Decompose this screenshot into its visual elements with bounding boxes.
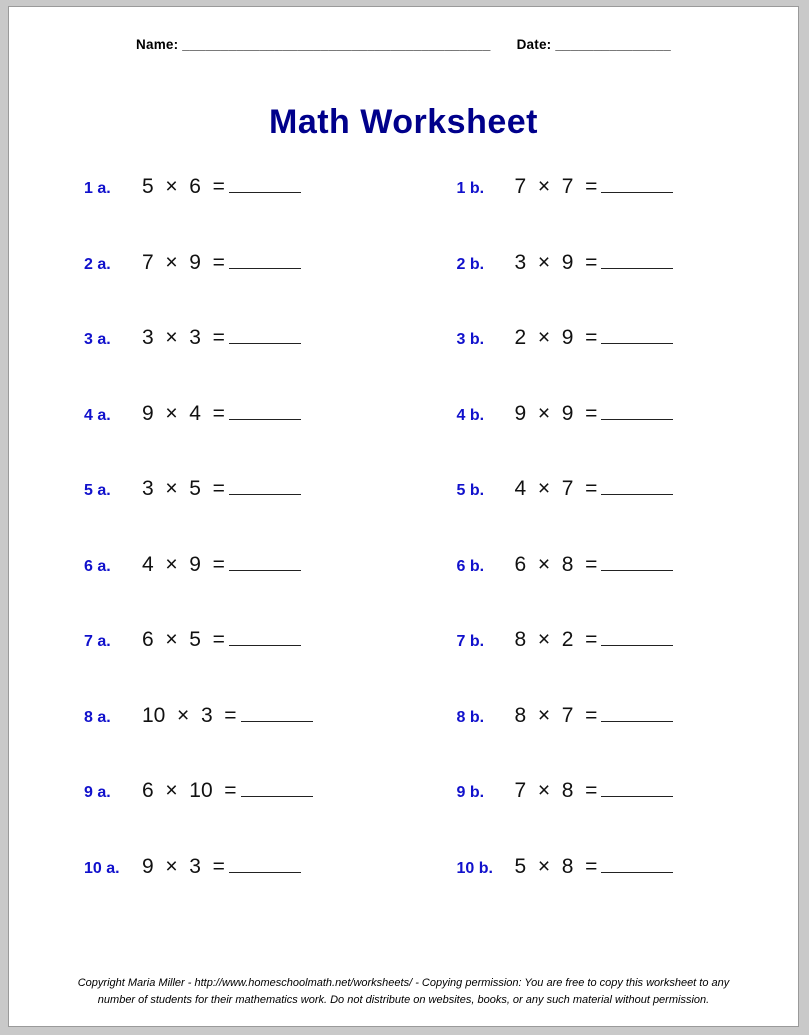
problem-5b [404,477,799,501]
problem-9a [9,779,404,803]
problem-4b [404,402,799,426]
problem-expression: 3 × 3 = [142,326,225,349]
name-label: Name: [136,37,179,52]
problem-expression: 7 × 8 = [514,779,598,802]
problem-row [9,855,798,931]
problem-row [9,779,798,855]
problem-expression: 5 × 6 = [142,175,225,198]
problem-label: 4 a. [84,406,111,424]
problem-expression: 7 × 9 = [142,250,225,274]
problem-4a [9,402,404,426]
answer-blank[interactable] [229,328,301,344]
problem-label: 6 b. [456,557,485,575]
answer-blank[interactable] [229,404,301,420]
problem-expression: 6 × 5 = [142,628,225,651]
problem-label: 10 b. [456,859,493,877]
problem-label: 8 a. [84,708,111,726]
answer-blank[interactable] [229,253,301,269]
problem-row [9,251,798,327]
problem-expression: 3 × 9 = [514,250,598,274]
name-blank-line[interactable]: ________________________________________ [182,37,491,52]
problem-10b [404,855,799,879]
answer-blank[interactable] [601,177,673,193]
date-blank-line[interactable]: _______________ [555,37,671,52]
problem-expression: 2 × 9 = [514,326,598,349]
problem-2a [9,251,404,275]
problem-7a [9,628,404,652]
problems-grid [9,175,798,930]
answer-blank[interactable] [601,479,673,495]
answer-blank[interactable] [601,781,673,797]
problem-label: 5 a. [84,482,111,499]
problem-1b [404,175,799,199]
problem-expression: 6 × 10 = [142,779,237,802]
problem-label: 6 a. [84,557,111,575]
answer-blank[interactable] [229,857,301,873]
problem-label: 5 b. [456,482,485,499]
problem-10a [9,855,404,879]
problem-label: 10 a. [84,859,120,877]
copyright-line-2: number of students for their mathematics work. Do not distribute on websites, books, or any such material without permission. [97,994,710,1007]
problem-expression: 8 × 7 = [514,703,598,727]
problem-expression: 6 × 8 = [514,552,598,576]
problem-row [9,175,798,251]
problem-label: 9 a. [84,784,111,801]
worksheet-page [8,6,799,1027]
answer-blank[interactable] [601,857,673,873]
copyright-line-1: Copyright Maria Miller - http://www.homeschoolmath.net/worksheets/ - Copying permission: You are free to copy this worksheet to any [77,976,730,989]
problem-row [9,326,798,402]
problem-1a [9,175,404,199]
problem-expression: 10 × 3 = [142,703,237,727]
problem-label: 3 a. [84,331,111,348]
problem-9b [404,779,799,803]
problem-label: 2 a. [84,255,111,273]
problem-expression: 3 × 5 = [142,477,225,500]
problem-label: 1 b. [456,180,485,197]
problem-expression: 7 × 7 = [514,175,598,198]
page-title: Math Worksheet [269,103,538,141]
problem-expression: 8 × 2 = [514,628,598,651]
answer-blank[interactable] [229,177,301,193]
problem-row [9,628,798,704]
answer-blank[interactable] [601,630,673,646]
problem-label: 9 b. [456,784,485,801]
copyright-footer [9,975,798,1010]
answer-blank[interactable] [229,479,301,495]
answer-blank[interactable] [601,253,673,269]
problem-expression: 4 × 7 = [514,477,598,500]
problem-2b [404,251,799,275]
problem-label: 7 a. [84,633,111,650]
answer-blank[interactable] [229,630,301,646]
answer-blank[interactable] [601,555,673,571]
answer-blank[interactable] [601,404,673,420]
problem-expression: 9 × 9 = [514,401,598,425]
answer-blank[interactable] [241,781,313,797]
answer-blank[interactable] [601,706,673,722]
problem-row [9,477,798,553]
problem-6b [404,553,799,577]
problem-8b [404,704,799,728]
answer-blank[interactable] [241,706,313,722]
problem-row [9,402,798,478]
problem-expression: 9 × 4 = [142,401,225,425]
problem-expression: 9 × 3 = [142,854,225,878]
problem-label: 8 b. [456,708,485,726]
problem-8a [9,704,404,728]
problem-label: 7 b. [456,633,485,650]
problem-row [9,553,798,629]
problem-5a [9,477,404,501]
problem-row [9,704,798,780]
problem-label: 1 a. [84,180,111,197]
problem-label: 3 b. [456,331,485,348]
problem-6a [9,553,404,577]
problem-3a [9,326,404,350]
date-label: Date: [516,37,552,52]
problem-7b [404,628,799,652]
problem-3b [404,326,799,350]
problem-expression: 4 × 9 = [142,552,225,576]
problem-label: 4 b. [456,406,485,424]
problem-expression: 5 × 8 = [514,854,598,878]
name-date-header [9,37,798,52]
problem-label: 2 b. [456,255,485,273]
answer-blank[interactable] [229,555,301,571]
answer-blank[interactable] [601,328,673,344]
